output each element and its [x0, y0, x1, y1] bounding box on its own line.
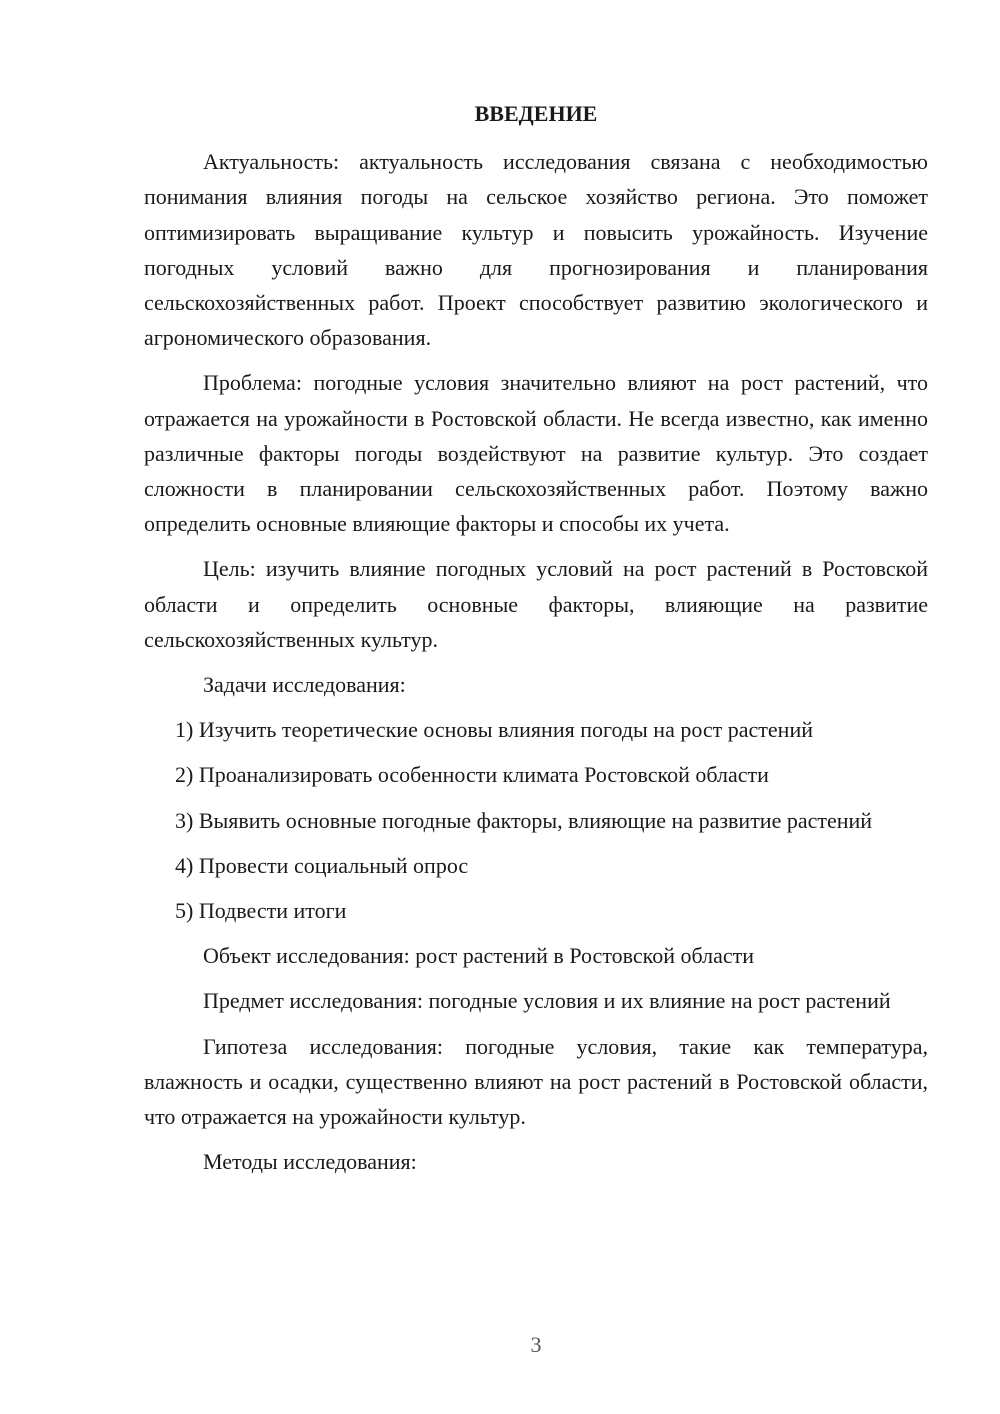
paragraph-relevance: Актуальность: актуальность исследования связана с необходимостью понимания влияния погоды на сельское хозяйство региона. Это поможет оптимизировать выращивание культур и повысить урожайность. Изучение погодных условий важно для прогнозирования и планирования сельскохозяйственных работ. Проект способствует развитию экологического и агрономического образования. [144, 149, 928, 351]
paragraph-problem: Проблема: погодные условия значительно влияют на рост растений, что отражается на урожайности в Ростовской области. Не всегда известно, как именно различные факторы погоды воздействуют на развитие культур. Это создает сложности в планировании сельскохозяйственных работ. Поэтому важно определить основные влияющие факторы и способы их учета. [144, 370, 928, 537]
paragraph-subject: Предмет исследования: погодные условия и их влияние на рост растений [203, 988, 891, 1014]
task-item-1: 1) Изучить теоретические основы влияния погоды на рост растений [175, 717, 813, 743]
task-item-4: 4) Провести социальный опрос [175, 852, 469, 878]
paragraph-tasks-heading: Задачи исследования: [203, 672, 406, 698]
task-item-5: 5) Подвести итоги [175, 898, 347, 924]
task-item-2: 2) Проанализировать особенности климата Ростовской области [175, 762, 769, 788]
task-item-3: 3) Выявить основные погодные факторы, влияющие на развитие растений [175, 807, 873, 833]
paragraph-methods: Методы исследования: [203, 1149, 417, 1175]
page-number: 3 [530, 1332, 542, 1357]
document-page [144, 96, 928, 1189]
paragraph-hypothesis: Гипотеза исследования: погодные условия, такие как температура, влажность и осадки, существенно влияют на рост растений в Ростовской области, что отражается на урожайности культур. [144, 1033, 928, 1130]
paragraph-object: Объект исследования: рост растений в Ростовской области [203, 943, 755, 969]
paragraph-goal: Цель: изучить влияние погодных условий на рост растений в Ростовской области и определить основные факторы, влияющие на развитие сельскохозяйственных культур. [144, 556, 928, 652]
section-title: ВВЕДЕНИЕ [474, 101, 598, 126]
